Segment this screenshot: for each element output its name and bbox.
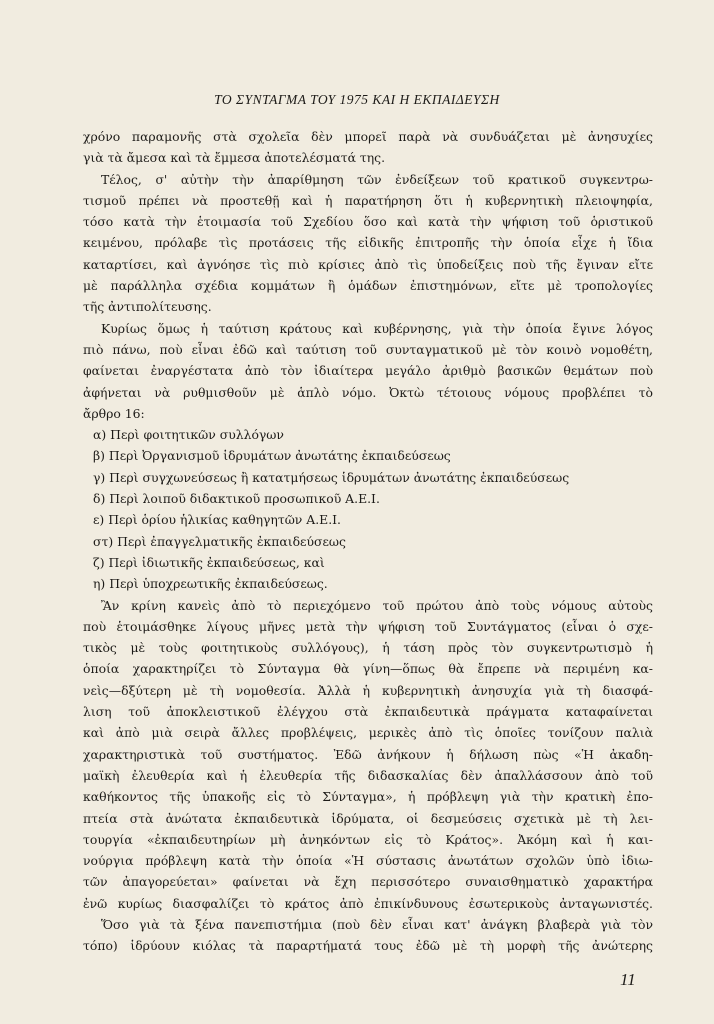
text-line: τικὸς μὲ τοὺς φοιτητικοὺς συλλόγους), ἡ τάση πρὸς τὸν συγκεντρωτισμὸ ἡ bbox=[83, 640, 653, 656]
text-line: ἐνῶ κυρίως διασφαλίζει τὸ κράτος ἀπὸ ἐπικίνδυνους ἐσωτερικοὺς ἀνταγωνιστές. bbox=[83, 895, 653, 911]
text-line: τῆς ἀντιπολίτευσης. bbox=[83, 299, 212, 315]
page-number: 11 bbox=[620, 970, 636, 989]
body-text bbox=[83, 126, 653, 957]
text-line: τουργία «ἐκπαιδευτηρίων μὴ ἀνηκόντων εἰς τὸ Κράτος». Ἀκόμη καὶ ἡ και- bbox=[83, 831, 653, 847]
text-line: πτεία στὰ ἀνώτατα ἐκπαιδευτικὰ ἱδρύματα, οἱ δεσμεύσεις σχετικὰ μὲ τὴ λει- bbox=[83, 810, 653, 826]
running-title: ΤΟ ΣΥΝΤΑΓΜΑ ΤΟΥ 1975 ΚΑΙ Η ΕΚΠΑΙΔΕΥΣΗ bbox=[214, 92, 500, 107]
text-line: χρόνο παραμονῆς στὰ σχολεῖα δὲν μπορεῖ παρὰ νὰ συνδυάζεται μὲ ἀνησυχίες bbox=[83, 129, 653, 144]
list-item: δ) Περὶ λοιποῦ διδακτικοῦ προσωπικοῦ Α.Ε.Ι. bbox=[93, 491, 380, 507]
text-line: τῶν ἀπαγορεύεται» φαίνεται νὰ ἔχη περισσότερο συναισθηματικὸ χαρακτήρα bbox=[83, 874, 653, 890]
text-line: ὁποία χαρακτηρίζει τὸ Σύνταγμα θὰ γίνη—ὅπως θὰ ἔπρεπε νὰ περιμένη κα- bbox=[83, 661, 653, 677]
text-line: τισμοῦ πρέπει νὰ προστεθῇ καὶ ἡ παρατήρηση ὅτι ἡ κυβερνητικὴ πλειοψηφία, bbox=[83, 192, 653, 208]
list-item: γ) Περὶ συγχωνεύσεως ἢ κατατμήσεως ἱδρυμάτων ἀνωτάτης ἐκπαιδεύσεως bbox=[93, 469, 570, 485]
text-line: Ἂν κρίνη κανεὶς ἀπὸ τὸ περιεχόμενο τοῦ πρώτου ἀπὸ τοὺς νόμους αὐτοὺς bbox=[101, 597, 653, 613]
paragraph-block-2 bbox=[83, 595, 653, 957]
text-line: Κυρίως ὅμως ἡ ταύτιση κράτους καὶ κυβέρνησης, γιὰ τὴν ὁποία ἔγινε λόγος bbox=[101, 320, 653, 336]
text-line: ἀφήνεται νὰ ρυθμισθοῦν μὲ ἁπλὸ νόμο. Ὀκτὼ τέτοιους νόμους προβλέπει τὸ bbox=[83, 384, 653, 400]
list-item: ε) Περὶ ὁρίου ἡλικίας καθηγητῶν Α.Ε.Ι. bbox=[93, 512, 341, 528]
text-line: ἄρθρο 16: bbox=[83, 405, 145, 421]
text-line: τόπο) ἱδρύουν κιόλας τὰ παραρτήματά τους ἐδῶ μὲ τὴ μορφὴ τῆς ἀνώτερης bbox=[83, 938, 653, 954]
list-item: ζ) Περὶ ἰδιωτικῆς ἐκπαιδεύσεως, καὶ bbox=[93, 554, 325, 570]
paragraph-block-1 bbox=[83, 126, 653, 424]
text-line: τόσο κατὰ τὴν ἑτοιμασία τοῦ Σχεδίου ὅσο καὶ κατὰ τὴν ψήφιση τοῦ ὁριστικοῦ bbox=[83, 214, 653, 230]
numbered-list bbox=[83, 424, 653, 594]
text-line: καταρτίσει, καὶ ἀγνόησε τὶς πιὸ κρίσιες ἀπὸ τὶς ὑποδείξεις ποὺ τῆς ἔγιναν εἴτε bbox=[83, 256, 653, 272]
list-item: β) Περὶ Ὀργανισμοῦ ἱδρυμάτων ἀνωτάτης ἐκπαιδεύσεως bbox=[93, 448, 451, 464]
list-item: στ) Περὶ ἐπαγγελματικῆς ἐκπαιδεύσεως bbox=[93, 533, 346, 549]
text-line: νεὶς—δξύτερη μὲ τὴ νομοθεσία. Ἀλλὰ ἡ κυβερνητικὴ ἀνησυχία γιὰ τὴ διασφά- bbox=[83, 682, 653, 698]
list-item: η) Περὶ ὑποχρεωτικῆς ἐκπαιδεύσεως. bbox=[93, 576, 328, 592]
text-line: πιὸ πάνω, ποὺ εἶναι ἐδῶ καὶ ταύτιση τοῦ συνταγματικοῦ μὲ τὸν κοινὸ νομοθέτη, bbox=[83, 341, 653, 357]
text-line: φαίνεται ἐναργέστατα ἀπὸ τὸν ἰδιαίτερα μεγάλο ἀριθμὸ βασικῶν θεμάτων ποὺ bbox=[83, 363, 653, 379]
text-line: καθήκοντος τῆς ὑπακοῆς εἰς τὸ Σύνταγμα», ἡ πρόβλεψη γιὰ τὴν κρατικὴ ἐπο- bbox=[83, 789, 653, 805]
text-line: καὶ ἀπὸ μιὰ σειρὰ ἄλλες προβλέψεις, μερικὲς ἀπὸ τὶς ὁποῖες τονίζουν παλιὰ bbox=[83, 725, 653, 741]
text-line: Ὅσο γιὰ τὰ ξένα πανεπιστήμια (ποὺ δὲν εἶναι κατ' ἀνάγκη βλαβερὰ γιὰ τὸν bbox=[101, 916, 653, 932]
list-item: α) Περὶ φοιτητικῶν συλλόγων bbox=[93, 427, 284, 443]
text-line: μαϊκὴ ἐλευθερία καὶ ἡ ἐλευθερία τῆς διδασκαλίας δὲν ἀπαλλάσσουν ἀπὸ τοῦ bbox=[83, 767, 653, 783]
text-line: γιὰ τὰ ἄμεσα καὶ τὰ ἔμμεσα ἀποτελέσματά της. bbox=[83, 150, 386, 166]
text-line: ποὺ ἑτοιμάσθηκε λίγους μῆνες μετὰ τὴν ψήφιση τοῦ Συντάγματος (εἶναι ὁ σχε- bbox=[83, 618, 653, 634]
text-line: μὲ παράλληλα σχέδια κομμάτων ἢ ὁμάδων ἐπιστημόνων, εἴτε μὲ τροπολογίες bbox=[83, 278, 653, 294]
text-line: Τέλος, σ' αὐτὴν τὴν ἀπαρίθμηση τῶν ἐνδείξεων τοῦ κρατικοῦ συγκεντρω- bbox=[101, 171, 653, 187]
text-line: χαρακτηριστικὰ τοῦ συστήματος. Ἐδῶ ἀνήκουν ἡ δήλωση πὼς «Ἡ ἀκαδη- bbox=[83, 746, 653, 762]
text-line: λιση τοῦ ἀποκλειστικοῦ ἐλέγχου στὰ ἐκπαιδευτικὰ πράγματα καταφαίνεται bbox=[83, 704, 653, 720]
text-line: νούργια πρόβλεψη κατὰ τὴν ὁποία «Ἡ σύστασις ἀνωτάτων σχολῶν ὑπὸ ἰδιω- bbox=[83, 853, 653, 869]
text-line: κειμένου, πρόλαβε τὶς προτάσεις τῆς εἰδικῆς ἐπιτροπῆς τὴν ὁποία εἶχε ἡ ἴδια bbox=[83, 235, 653, 251]
